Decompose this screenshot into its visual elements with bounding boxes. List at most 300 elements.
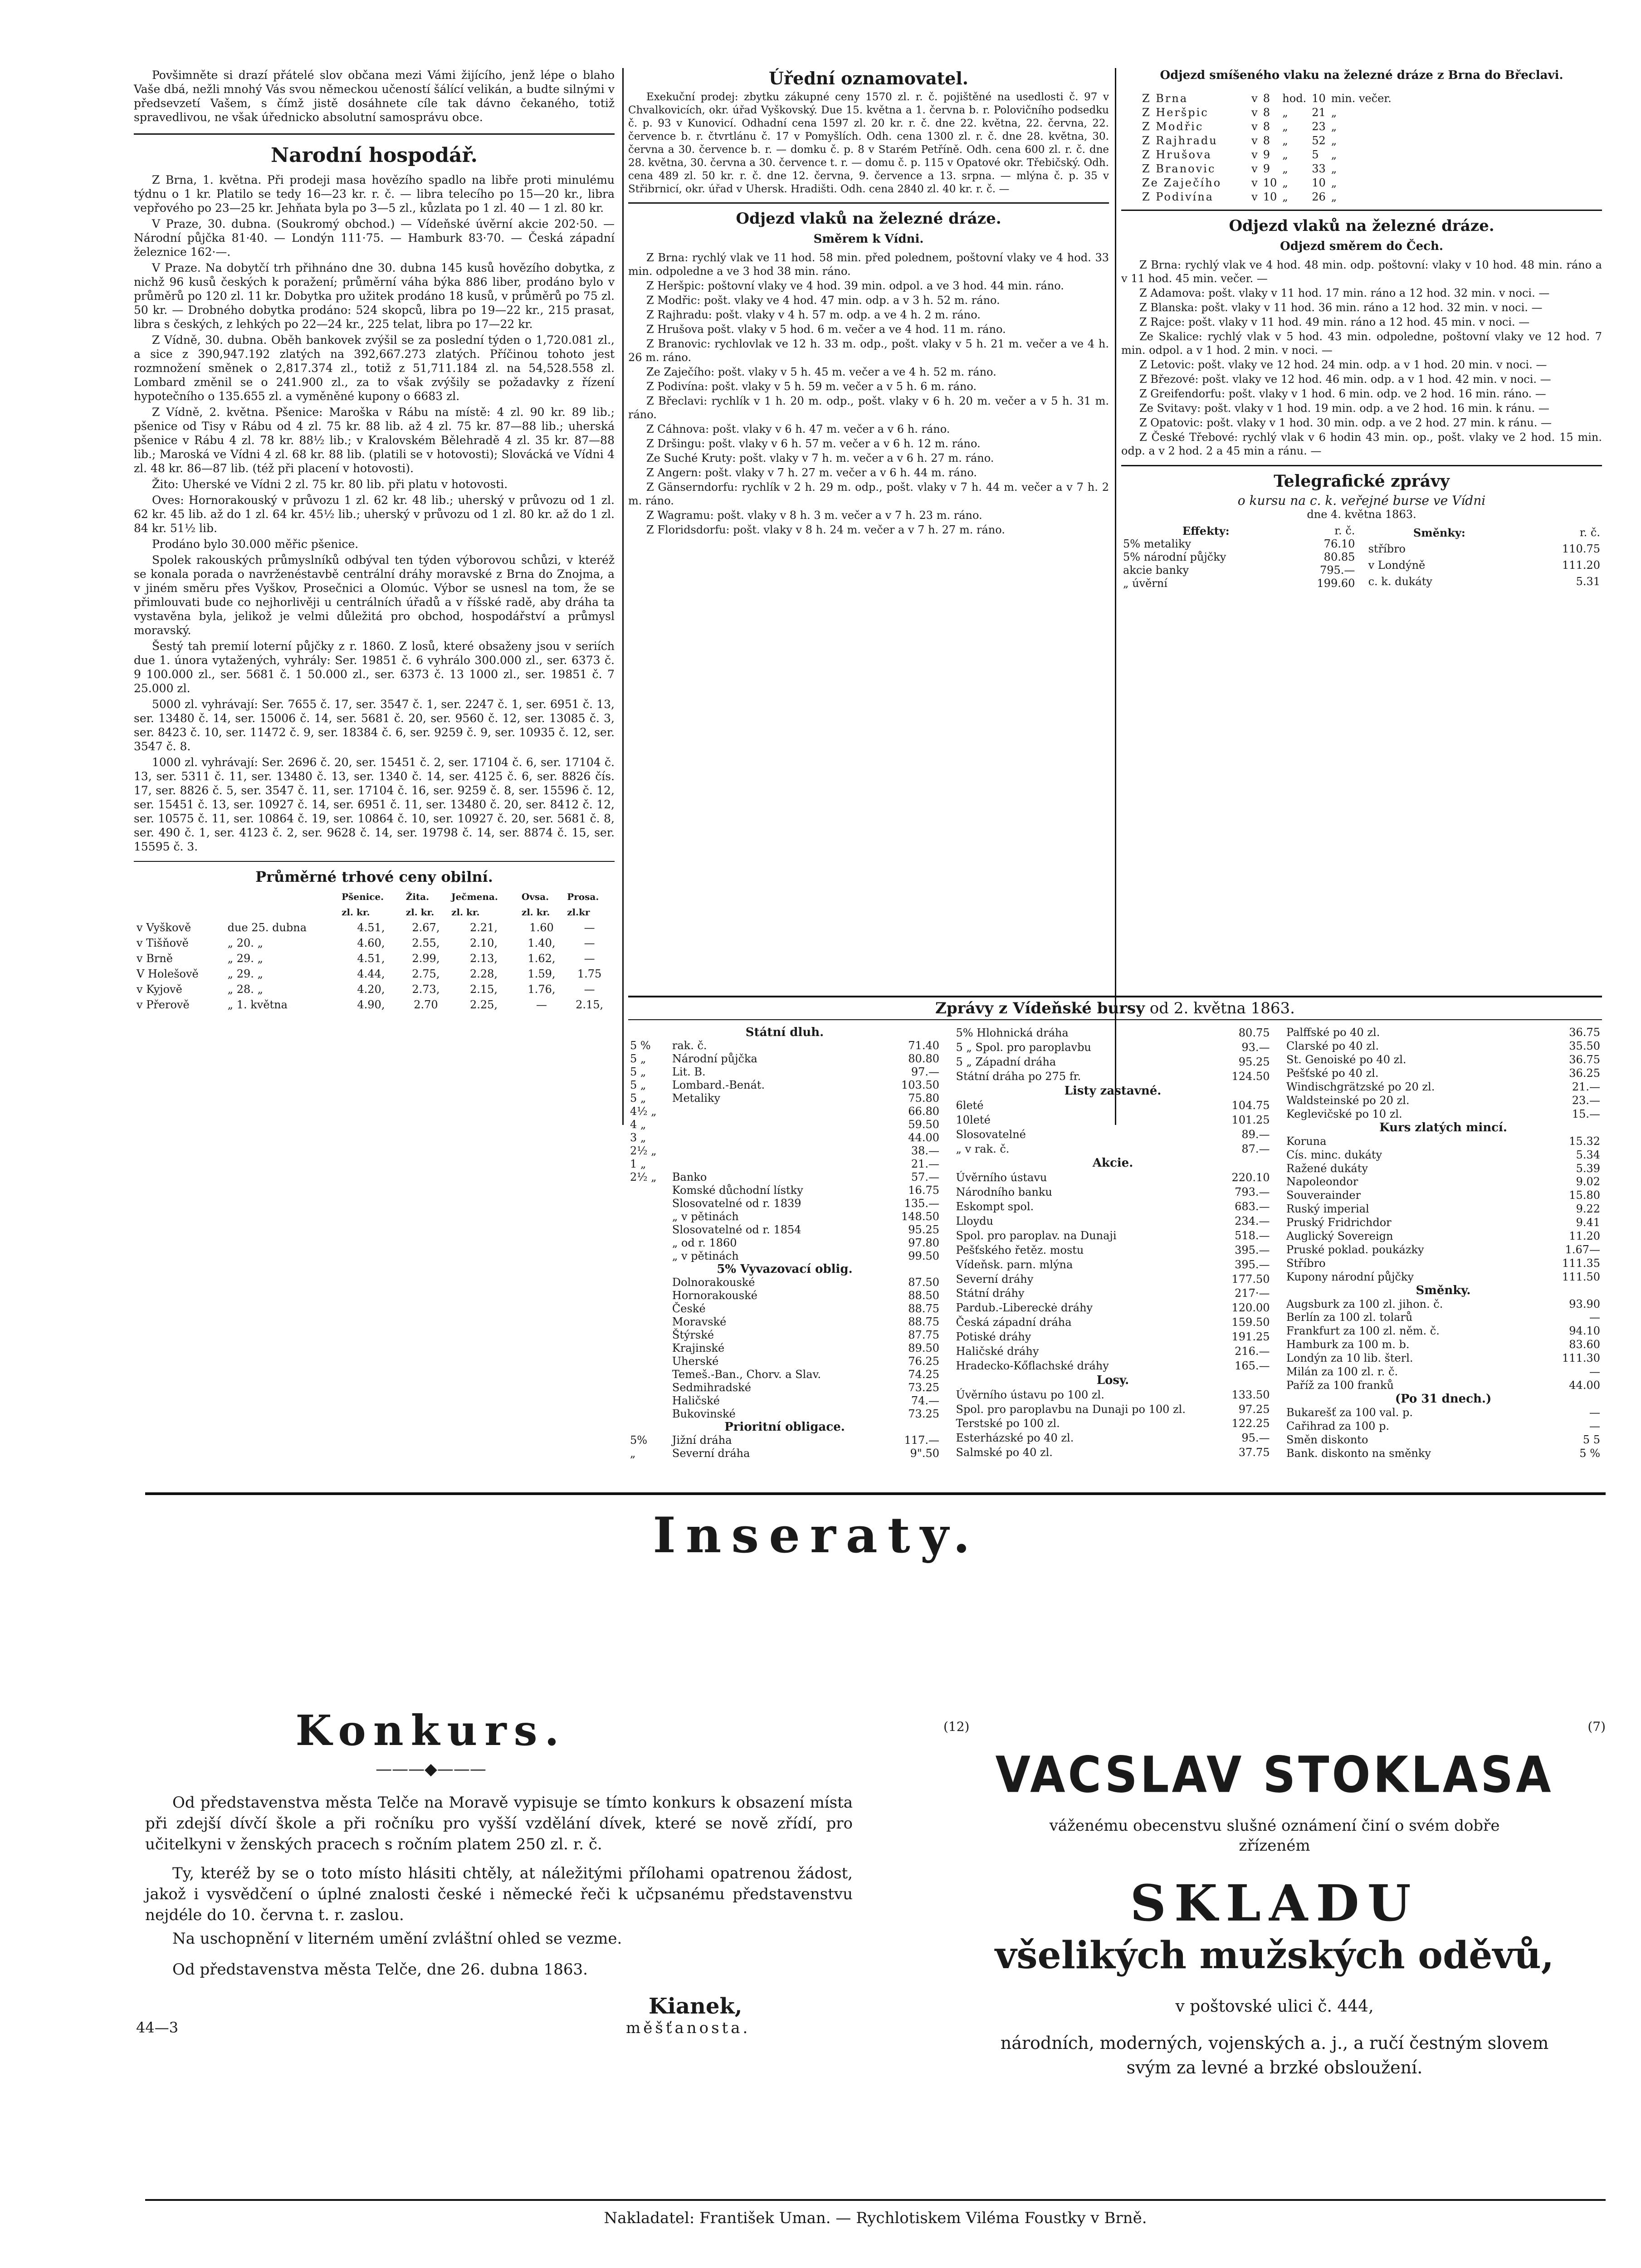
bourse-row (628, 1144, 941, 1158)
bourse-row (1284, 1284, 1602, 1297)
bourse-rate (628, 1302, 670, 1315)
bourse-rate (628, 1315, 670, 1329)
grain-cell: 2.25, (469, 998, 498, 1011)
bourse-value: 93.— (1241, 1041, 1270, 1054)
bourse-label: Směn diskonto (1286, 1433, 1368, 1446)
telegraph-row (1121, 564, 1357, 577)
departure-line: Z Modřic: pošt. vlaky ve 4 hod. 47 min. odp. a v 3 h. 52 m. ráno. (646, 294, 1000, 307)
bourse-row (628, 1315, 941, 1329)
telegraph-label: v Londýně (1368, 559, 1426, 572)
grain-cell: 4.51, (357, 952, 385, 965)
grain-cell: „ 29. „ (227, 968, 263, 980)
bourse-value: 36.75 (1569, 1026, 1600, 1039)
konkurs-signature-role: měšťanosta. (626, 2019, 751, 2037)
grain-col-header: Ječmena. (451, 891, 498, 902)
bourse-label: Slosovatelné (956, 1128, 1026, 1141)
bourse-value: 11.20 (1569, 1230, 1600, 1243)
bourse-row (1284, 1067, 1602, 1080)
bourse-value: 159.50 (1231, 1316, 1270, 1329)
konkurs-paragraph: Na uschopnění v literném umění zvláštní ohled se vezme. (172, 1930, 622, 1948)
bourse-value: 148.50 (901, 1210, 939, 1223)
divider (628, 202, 1109, 204)
bourse-value: — (1589, 1311, 1600, 1324)
bourse-row (954, 1200, 1272, 1214)
bourse-label: Palffské po 40 zl. (1286, 1026, 1380, 1039)
departure-line: Z Dršingu: pošt. vlaky v 6 h. 57 m. večer a v 6 h. 12 m. ráno. (646, 437, 981, 450)
bourse-label: 6leté (956, 1099, 984, 1112)
mixed-train-cell: Z Podivína (1142, 191, 1214, 203)
mixed-train-cell: 21 (1312, 106, 1326, 119)
departures-title: Odjezd vlaků na železné dráze. (736, 210, 1001, 228)
bourse-row (628, 1368, 941, 1381)
mixed-train-cell: v (1251, 162, 1258, 175)
bourse-row (628, 1223, 941, 1237)
bourse-row (1284, 1175, 1602, 1189)
bourse-row (1284, 1107, 1602, 1121)
bourse-label: Pardub.-Libereckė dráhy (956, 1301, 1093, 1315)
departure-line: Z Wagramu: pošt. vlaky v 8 h. 3 m. večer a v 7 h. 23 m. ráno. (646, 509, 982, 522)
mixed-train-cell: Z Rajhradu (1142, 134, 1218, 147)
telegraph-value: 111.20 (1562, 559, 1600, 572)
grain-unit: zl. kr. (521, 907, 550, 918)
mixed-train-cell: v (1251, 134, 1258, 147)
bourse-value: 88.75 (908, 1315, 939, 1328)
bourse-rate: 5 % (630, 1039, 651, 1052)
bourse-label: Hamburk za 100 m. b. (1286, 1338, 1410, 1351)
grain-cell: 1.60 (529, 921, 554, 934)
bourse-row (628, 1131, 941, 1144)
bourse-row (628, 1026, 941, 1039)
bourse-heading: Listy zastavné. (1064, 1084, 1162, 1098)
bourse-label: „ v rak. č. (956, 1142, 1010, 1155)
bourse-rate (628, 1408, 670, 1421)
grain-cell: 2.21, (469, 921, 498, 934)
bourse-label: Paříž za 100 franků (1286, 1379, 1394, 1392)
bourse-label (670, 1131, 883, 1144)
bourse-label: Hradecko-Kőflachské dráhy (956, 1359, 1109, 1372)
bourse-value: 36.75 (1569, 1053, 1600, 1066)
bourse-row (954, 1330, 1272, 1344)
bourse-value: 87.75 (908, 1329, 939, 1341)
mixed-train-cell: Z Modřic (1142, 120, 1204, 133)
paragraph: Prodáno bylo 30.000 měřic pšenice. (152, 538, 359, 551)
intro-paragraph: Povšimněte si drazí přátelé slov občana mezi Vámi žijícího, jenž lépe o blaho Vaše dbá, nežli mnohý Vás svou německou učeností šálící velikán, a budte silnými v předsevzetí Vašem, s čímž jistě dosáhnete cíle tak dávno čekaného, totiž spravedlivou, ne však úřednicko absolutní samosprávu obce. (134, 68, 615, 124)
bourse-row (1284, 1311, 1602, 1325)
grain-unit: zl. kr. (405, 907, 435, 918)
grain-cell: 2.28, (469, 968, 498, 980)
grain-cell: „ 29. „ (227, 952, 263, 965)
bourse-rate: 5 „ (630, 1052, 646, 1065)
bourse-value: 5.34 (1576, 1148, 1600, 1161)
konkurs-ad (136, 1706, 871, 2037)
bourse-row (954, 1373, 1272, 1388)
bourse-value: 21.— (1572, 1080, 1600, 1094)
divider (1121, 465, 1602, 466)
bourse-value: 88.75 (908, 1302, 939, 1315)
grain-cell: 2.55, (412, 937, 440, 949)
bourse-label: Ruský imperial (1286, 1202, 1369, 1216)
grain-cell: 2.99, (412, 952, 440, 965)
bourse-label: Lloydu (956, 1215, 993, 1228)
bourse-heading: Kurs zlatých mincí. (1379, 1120, 1507, 1134)
bourse-label: Uherské (672, 1355, 719, 1368)
bills-head: Směnky: (1413, 526, 1465, 539)
bourse-row (628, 1092, 941, 1105)
bourse-value: 124.50 (1231, 1070, 1270, 1083)
telegraph-label: 5% národní půjčky (1123, 551, 1226, 563)
departures-list (1121, 258, 1602, 458)
telegraph-value: 80.85 (1324, 551, 1355, 563)
bourse-rate (628, 1184, 670, 1197)
bourse-value: 103.50 (901, 1079, 939, 1091)
stoklasa-name: VACSLAV STOKLASA (995, 1745, 1554, 1804)
bourse-value: 97.— (911, 1066, 939, 1078)
grain-cell: 2.67, (412, 921, 440, 934)
grain-cell: 2.15, (576, 998, 604, 1011)
bourse-row (954, 1041, 1272, 1055)
bourse-label: Keglevičské po 10 zl. (1286, 1107, 1402, 1120)
bourse-rate (628, 1394, 670, 1408)
bourse-row (954, 1243, 1272, 1257)
bourse-value: 16.75 (908, 1184, 939, 1197)
mixed-train-cell: „ (1331, 148, 1337, 161)
bourse-value: 44.00 (1569, 1379, 1600, 1392)
bourse-label: Berlín za 100 zl. tolarů (1286, 1311, 1413, 1324)
bourse-row (1284, 1256, 1602, 1270)
departure-line: Z Greifendorfu: pošt. vlaky v 1 hod. 6 min. odp. ve 2 hod. 16 min. ráno. — (1139, 387, 1546, 400)
paragraph: Z Vídně, 30. dubna. Oběh bankovek zvýšil se za poslední týden o 1,720.081 zl., a sice z 390,947.192 zlatých na 392,667.273 zlatých. Příčinou tohoto jest rozmnožení směnek o 2,817.374 zl., totiž z 51,711.184 zl. na 54,528.558 zl. Lombard změnil se o 241.900 zl., za to však zvýšily se požadavky z řízení hypotečního o 135.655 zl. a vyměněné kupony o 6683 zl. (134, 333, 615, 403)
section-title: Úřední oznamovatel. (768, 68, 969, 88)
bourse-rate: 1 „ (630, 1158, 646, 1170)
bourse-value: 217·— (1235, 1287, 1270, 1300)
mixed-train-cell: Z Brna (1142, 92, 1188, 105)
bourse-row (1284, 1392, 1602, 1406)
bourse-label (670, 1158, 883, 1171)
bourse-row (954, 1272, 1272, 1286)
mixed-train-cell: v (1251, 106, 1258, 119)
grain-cell: 1.59, (527, 968, 556, 980)
mixed-train-cell: „ (1331, 120, 1337, 133)
departure-line: Z Floridsdorfu: pošt. vlaky v 8 h. 24 m. večer a v 7 h. 27 m. ráno. (646, 523, 1005, 536)
bourse-row (954, 1171, 1272, 1185)
mixed-train-row (1139, 106, 1394, 120)
telegraph-value: 76.10 (1324, 538, 1355, 550)
grain-cell: 4.60, (357, 937, 385, 949)
bourse-label: Bukovinské (672, 1408, 736, 1420)
bourse-section (628, 996, 1602, 1020)
mixed-train-cell: min. večer. (1331, 92, 1392, 105)
telegraph-row (1121, 551, 1357, 564)
right-column (1121, 68, 1602, 590)
bourse-value: 21.— (911, 1158, 939, 1170)
bourse-row (628, 1289, 941, 1302)
bourse-row (1284, 1338, 1602, 1352)
bourse-value: 38.— (911, 1144, 939, 1157)
bourse-row (628, 1302, 941, 1315)
bourse-label: 5 „ Západní dráha (956, 1056, 1056, 1069)
mixed-train-cell: 9 (1263, 162, 1270, 175)
bourse-row (628, 1263, 941, 1276)
bourse-value: 97.80 (908, 1237, 939, 1249)
bourse-label: Stříbro (1286, 1256, 1326, 1270)
bourse-rate: 3 „ (630, 1131, 646, 1144)
bourse-row (628, 1197, 941, 1210)
bourse-label: Haličské dráhy (956, 1345, 1039, 1358)
bourse-value: 234.— (1235, 1215, 1270, 1228)
bourse-row (954, 1286, 1272, 1301)
bourse-row (1284, 1447, 1602, 1460)
middle-column (628, 68, 1109, 538)
bourse-label: Cís. minc. dukáty (1286, 1148, 1382, 1161)
mixed-train-cell: 26 (1312, 191, 1326, 203)
bourse-rate (628, 1355, 670, 1368)
bourse-row (954, 1214, 1272, 1229)
mixed-train-cell: „ (1331, 134, 1337, 147)
bourse-value: 683.— (1235, 1200, 1270, 1213)
bourse-value: 5.39 (1576, 1162, 1600, 1175)
paragraph: Spolek rakouských průmyslníků odbýval ten týden výborovou schůzi, v kteréž se konala porada o navrženéstavbě centrální dráhy moravské z Brna do Znojma, a v jiném směru přes Vyškov, Prosečnici a Olomúc. Výbor se usnesl na tom, že se přimlouvati bude co nejhorlivěji u centrálních úřadů a v říšské radě, aby dráha ta vystavěna byla, jelikož je velmi důležitá pro obchod, hospodářství a průmysl moravský. (134, 553, 615, 637)
mixed-train-row (1139, 190, 1394, 204)
mixed-train-row (1139, 162, 1394, 176)
bourse-value: 88.50 (908, 1289, 939, 1302)
bourse-label: Spol. pro paroplavbu na Dunaji po 100 zl. (956, 1403, 1186, 1416)
bourse-row (1284, 1148, 1602, 1162)
bourse-rate: 2½ „ (630, 1171, 657, 1183)
bourse-row (1284, 1243, 1602, 1257)
bourse-title: Zprávy z Vídeňské bursy (935, 999, 1145, 1017)
bourse-label: Temeš.-Ban., Chorv. a Slav. (672, 1368, 821, 1381)
bourse-rate: 4 „ (630, 1118, 646, 1131)
grain-cell: 1.62, (527, 952, 556, 965)
departure-line: Ze Suché Kruty: pošt. vlaky v 7 h. m. večer a v 6 h. 27 m. ráno. (646, 452, 994, 464)
bourse-row (628, 1421, 941, 1434)
grain-cell: due 25. dubna (227, 921, 307, 934)
bourse-value: 93.90 (1569, 1297, 1600, 1310)
mixed-train-cell: 10 (1312, 176, 1326, 189)
section-rule (145, 1492, 1606, 1495)
grain-row (134, 951, 615, 966)
bourse-label: „ v pětinách (672, 1210, 739, 1223)
bourse-value: 395.— (1235, 1258, 1270, 1271)
telegraph-effects (1121, 524, 1357, 590)
departure-line: Z České Třebové: rychlý vlak v 6 hodin 43 min. op., pošt. vlaky ve 2 hod. 15 min. odp. a v 2 hod. 2 a 45 min a ránu. — (1121, 431, 1602, 457)
bourse-row (628, 1184, 941, 1197)
telegraph-label: 5% metaliky (1123, 538, 1192, 550)
bourse-value: 74.— (911, 1394, 939, 1407)
bourse-value: 83.60 (1569, 1338, 1600, 1351)
bills-unit: r. č. (1579, 526, 1600, 539)
departure-line: Z Březové: pošt. vlaky ve 12 hod. 46 min. odp. a v 1 hod. 42 min. v noci. — (1139, 373, 1551, 386)
bourse-row (1284, 1379, 1602, 1393)
mixed-train-cell: 10 (1312, 92, 1326, 105)
departures-subtitle: Odjezd směrem do Čech. (1280, 240, 1443, 253)
paragraph: Šestý tah premií loterní půjčky z r. 1860. Z losů, které obsaženy jsou v seriích due 1. února vytažených, vyhrály: Ser. 19851 č. 6 vyhrálo 300.000 zl., ser. 6373 č. 9 100.000 zl., ser. 5681 č. 1 50.000 zl., ser. 6373 č. 13 1000 zl., ser. 19851 č. 7 25.000 zl. (134, 640, 615, 695)
konkurs-signature: Kianek, (649, 1994, 742, 2019)
departure-line: Z Letovic: pošt. vlaky ve 12 hod. 24 min. odp. a v 1 hod. 20 min. v noci. — (1139, 358, 1547, 371)
telegraph-subtitle: o kursu na c. k. veřejné burse ve Vídni (1237, 493, 1486, 508)
grain-row (134, 920, 615, 935)
inserats-title: Inseraty. (653, 1507, 980, 1564)
bourse-row (954, 1185, 1272, 1200)
bourse-label: Terstské po 100 zl. (956, 1417, 1060, 1430)
grain-cell: „ 1. května (227, 998, 288, 1011)
bourse-label: Haličské (672, 1394, 720, 1407)
grain-cell: 4.90, (357, 998, 385, 1011)
bourse-label: Esterházské po 40 zl. (956, 1432, 1074, 1445)
bourse-row (628, 1171, 941, 1184)
column-rule (622, 68, 624, 1125)
bourse-value: 74.25 (908, 1368, 939, 1381)
bourse-label: Napoleondor (1286, 1175, 1358, 1188)
bourse-tables (628, 1026, 1602, 1460)
grain-cell: 1.75 (577, 968, 602, 980)
bourse-label: „ od r. 1860 (672, 1237, 737, 1249)
bourse-col-3 (1284, 1026, 1602, 1460)
bourse-label: St. Genoiské po 40 zl. (1286, 1053, 1407, 1066)
divider (134, 861, 615, 862)
mixed-train-cell: v (1251, 191, 1258, 203)
grain-row (134, 982, 615, 997)
grain-row (134, 935, 615, 951)
bourse-value: 75.80 (908, 1092, 939, 1105)
grain-col-header: Žita. (405, 891, 430, 902)
bourse-label: Cařihrad za 100 p. (1286, 1419, 1390, 1432)
bourse-label: Státní dráhy (956, 1287, 1025, 1300)
bourse-value: 87.50 (908, 1276, 939, 1289)
bourse-row (954, 1301, 1272, 1315)
mixed-train-cell: „ (1331, 106, 1337, 119)
bourse-value: 35.50 (1569, 1040, 1600, 1053)
section-title: Narodní hospodář. (270, 144, 478, 167)
bourse-value: 216.— (1235, 1345, 1270, 1358)
mixed-train-row (1139, 176, 1394, 190)
telegraph-title: Telegrafické zprávy (1274, 472, 1450, 491)
stoklasa-big: všelikých mužských oděvů, (995, 1934, 1554, 1977)
bourse-heading: Prioritní obligace. (724, 1420, 845, 1434)
bourse-row (628, 1355, 941, 1368)
telegraph-value: 795.— (1319, 564, 1355, 577)
mixed-train-cell: „ (1282, 191, 1288, 203)
bourse-label: Windischgrätzské po 20 zl. (1286, 1080, 1435, 1094)
bourse-label: České (672, 1302, 706, 1315)
bourse-value: 9.41 (1576, 1216, 1600, 1229)
bourse-label (670, 1144, 883, 1158)
bourse-date: od 2. května 1863. (1149, 999, 1295, 1017)
bourse-value: 15.32 (1569, 1134, 1600, 1148)
bourse-rate (628, 1250, 670, 1263)
departure-line: Z Břeclavi: rychlík v 1 h. 20 m. odp., pošt. vlaky v 6 h. 20 m. večer a v 5 h. 31 m. ráno. (628, 395, 1109, 421)
bourse-label: Lombard.-Benát. (672, 1079, 765, 1091)
bourse-label: Pešťského řetěz. mostu (956, 1243, 1084, 1256)
bourse-row (628, 1118, 941, 1131)
bourse-label: Salmské po 40 zl. (956, 1446, 1053, 1459)
bourse-row (1284, 1134, 1602, 1148)
bourse-row (628, 1052, 941, 1066)
paragraph: 1000 zl. vyhrávají: Ser. 2696 č. 20, ser. 15451 č. 2, ser. 17104 č. 6, ser. 17104 č. 13, ser. 5311 č. 11, ser. 13480 č. 13, ser. 1340 č. 14, ser. 4125 č. 6, ser. 8826 čís. 17, ser. 8826 č. 5, ser. 3547 č. 11, ser. 17104 č. 16, ser. 9259 č. 8, ser. 15596 č. 12, ser. 15451 č. 13, ser. 10927 č. 14, ser. 6951 č. 11, ser. 13480 č. 20, ser. 8412 č. 12, ser. 10575 č. 11, ser. 10864 č. 19, ser. 10864 č. 10, ser. 10927 č. 20, ser. 5681 č. 8, ser. 490 č. 1, ser. 4123 č. 2, ser. 9628 č. 14, ser. 19798 č. 14, ser. 8874 č. 15, ser. 15595 č. 3. (134, 756, 615, 853)
departure-line: Ze Zaječího: pošt. vlaky v 5 h. 45 m. večer a ve 4 h. 52 m. ráno. (646, 366, 996, 378)
konkurs-paragraph: Od představenstva města Telče, dne 26. dubna 1863. (172, 1960, 588, 1979)
bourse-label: Milán za 100 zl. r. č. (1286, 1365, 1398, 1378)
bourse-label (670, 1118, 883, 1131)
bourse-row (1284, 1230, 1602, 1243)
bourse-row (954, 1142, 1272, 1156)
effects-head: Effekty: (1182, 524, 1230, 538)
mixed-train-row (1139, 120, 1394, 134)
divider (1121, 210, 1602, 211)
bourse-rate (628, 1289, 670, 1302)
mixed-train-row (1139, 134, 1394, 148)
telegraph-row (1367, 574, 1602, 590)
bourse-value: 23.— (1572, 1094, 1600, 1107)
mixed-train-cell: Z Heršpic (1142, 106, 1209, 119)
departure-line: Z Rajhradu: pošt. vlaky v 4 h. 57 m. odp. a ve 4 h. 2 m. ráno. (646, 308, 981, 321)
bourse-value: 395.— (1235, 1243, 1270, 1256)
bourse-value: 111.50 (1562, 1270, 1600, 1283)
bourse-heading: Losy. (1096, 1373, 1129, 1387)
mixed-train-cell: 8 (1263, 92, 1270, 105)
konkurs-paragraph: Ty, kteréž by se o toto místo hlásiti chtěly, at náležitými přílohami opatrenou žádost, jakož i vysvědčení o úplné znalosti české i německé řeči k učpsanému představenstvu nejdéle do 10. června t. r. zaslou. (145, 1864, 853, 1924)
bourse-row (1284, 1419, 1602, 1433)
grain-cell: „ 20. „ (227, 937, 263, 949)
bourse-label: 5 „ Spol. pro paroplavbu (956, 1041, 1091, 1054)
mixed-train-cell: 10 (1263, 191, 1277, 203)
bourse-value: 1.67— (1565, 1243, 1600, 1256)
bourse-label: Hornorakouské (672, 1289, 757, 1302)
bourse-row (954, 1098, 1272, 1113)
bourse-row (1284, 1121, 1602, 1134)
bourse-label: „ v pětinách (672, 1250, 739, 1262)
bourse-row (1284, 1053, 1602, 1067)
bourse-value: 5 % (1579, 1447, 1600, 1460)
telegraph-label: akcie banky (1123, 564, 1189, 577)
bourse-row (954, 1156, 1272, 1171)
mixed-train-row (1139, 148, 1394, 162)
bourse-row (628, 1039, 941, 1052)
bourse-row (954, 1388, 1272, 1402)
bourse-row (628, 1066, 941, 1079)
bourse-row (1284, 1080, 1602, 1094)
bourse-rate: 4½ „ (630, 1105, 657, 1118)
bourse-row (954, 1055, 1272, 1070)
bourse-rate (628, 1381, 670, 1394)
bourse-value: 71.40 (908, 1039, 939, 1052)
bourse-label: Slosovatelné od r. 1854 (672, 1223, 801, 1236)
bourse-label: Štýrské (672, 1329, 714, 1341)
bourse-label: Waldsteinské po 20 zl. (1286, 1094, 1410, 1107)
departure-line: Z Blanska: pošt. vlaky v 11 hod. 36 min. ráno a 12 hod. 32 min. v noci. — (1139, 301, 1543, 314)
grain-cell: 2.10, (469, 937, 498, 949)
bourse-row (954, 1431, 1272, 1446)
bourse-label: 5% Hlohnická dráha (956, 1026, 1069, 1040)
bourse-value: 9.02 (1576, 1175, 1600, 1188)
konkurs-code: 44—3 (136, 2019, 179, 2036)
departure-line: Z Brna: rychlý vlak ve 11 hod. 58 min. před polednem, poštovní vlaky ve 4 hod. 33 min. odpoledne a ve 3 hod 38 min. ráno. (628, 251, 1109, 278)
bourse-value: 94.10 (1569, 1325, 1600, 1338)
grain-cell: — (584, 937, 595, 949)
telegraph-row (1121, 577, 1357, 590)
bourse-label: Severní dráhy (956, 1272, 1034, 1286)
departure-line: Z Opatovic: pošt. vlaky v 1 hod. 30 min. odp. a ve 2 hod. 27 min. k ránu. — (1139, 416, 1552, 429)
mixed-train-cell: v (1251, 92, 1258, 105)
bourse-value: 9".50 (910, 1447, 939, 1460)
bourse-row (1284, 1352, 1602, 1365)
bourse-label: Bank. diskonto na směnky (1286, 1447, 1431, 1460)
grain-table (134, 889, 615, 1012)
bourse-value: 117.— (904, 1434, 939, 1447)
footer-rule (145, 2199, 1606, 2201)
divider (628, 1019, 1602, 1020)
mixed-train-title: Odjezd smíšeného vlaku na železné dráze z Brna do Břeclavi. (1160, 68, 1563, 82)
